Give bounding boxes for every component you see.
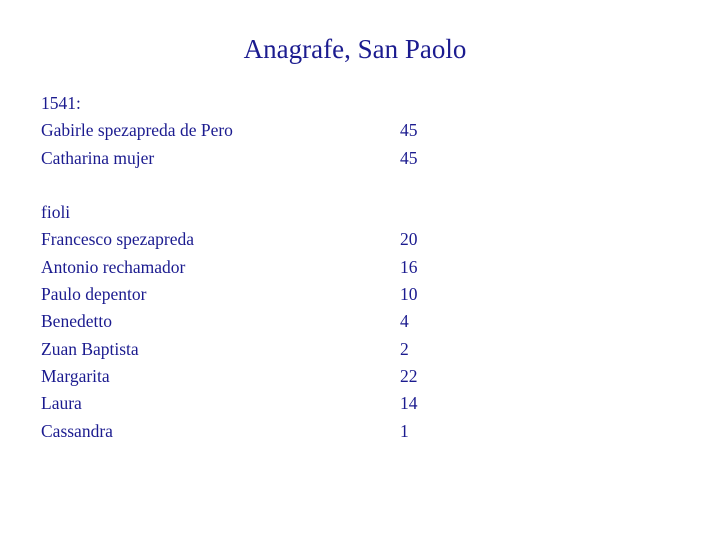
person-name: Paulo depentor — [41, 284, 147, 305]
children-heading — [41, 199, 461, 226]
household-row — [41, 145, 461, 172]
household-row — [41, 117, 461, 144]
child-row — [41, 418, 461, 445]
page-title: Anagrafe, San Paolo — [243, 34, 467, 64]
person-name: Francesco spezapreda — [41, 229, 195, 250]
person-age: 45 — [400, 147, 418, 168]
child-row — [41, 308, 461, 335]
person-name: Benedetto — [41, 311, 112, 332]
blank-line — [41, 172, 461, 199]
person-age: 1 — [400, 420, 409, 441]
person-age: 22 — [400, 365, 418, 386]
person-name: Catharina mujer — [41, 147, 155, 168]
child-row — [41, 254, 461, 281]
person-age: 14 — [400, 393, 418, 414]
year-label: 1541: — [41, 93, 81, 113]
person-name: Zuan Baptista — [41, 338, 139, 359]
child-row — [41, 336, 461, 363]
person-age: 45 — [400, 120, 418, 141]
year-line — [41, 90, 461, 117]
child-row — [41, 226, 461, 253]
child-row — [41, 281, 461, 308]
census-record — [41, 90, 461, 445]
person-name: Gabirle spezapreda de Pero — [41, 120, 233, 141]
person-name: Cassandra — [41, 420, 113, 441]
child-row — [41, 390, 461, 417]
person-age: 10 — [400, 284, 418, 305]
person-age: 16 — [400, 256, 418, 277]
children-label: fioli — [41, 202, 71, 223]
person-age: 4 — [400, 311, 409, 332]
child-row — [41, 363, 461, 390]
person-name: Margarita — [41, 365, 110, 386]
person-age: 20 — [400, 229, 418, 250]
person-name: Laura — [41, 393, 82, 414]
person-age: 2 — [400, 338, 409, 359]
person-name: Antonio rechamador — [41, 256, 186, 277]
